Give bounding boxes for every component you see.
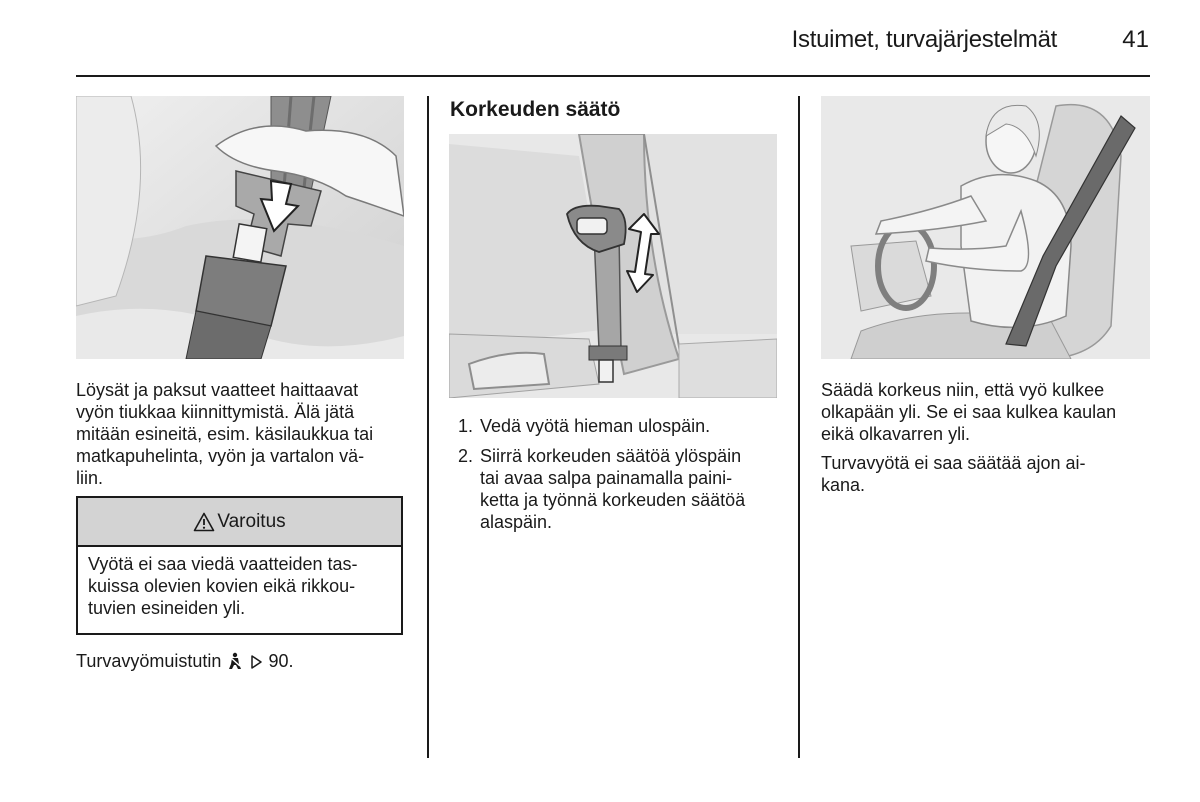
column-divider-left — [427, 96, 429, 758]
warning-box — [76, 496, 403, 635]
right-paragraph-line: kana. — [821, 475, 866, 495]
cross-reference-page: 90. — [268, 651, 294, 671]
step-text — [480, 415, 788, 437]
step-item — [458, 445, 788, 533]
driver-wearing-seat-belt-illustration — [821, 96, 1150, 359]
column-divider-right — [798, 96, 800, 758]
cross-reference-text: Turvavyömuistutin — [76, 651, 222, 671]
right-paragraph-2 — [821, 452, 1151, 496]
warning-header — [78, 498, 401, 547]
step-line: alaspäin. — [480, 512, 553, 532]
page-header-title: Istuimet, turvajärjestelmät — [791, 26, 1057, 53]
page-number: 41 — [1122, 26, 1149, 53]
seat-belt-buckle-illustration — [76, 96, 404, 359]
step-line: tai avaa salpa painamalla paini- — [480, 468, 733, 488]
left-paragraph — [76, 379, 406, 489]
steps-list — [458, 415, 788, 541]
section-heading: Korkeuden säätö — [450, 98, 621, 121]
warning-line: Vyötä ei saa viedä vaatteiden tas- — [88, 554, 358, 574]
warning-line: tuvien esineiden yli. — [88, 598, 246, 618]
cross-reference[interactable] — [76, 650, 406, 672]
right-paragraph-line: olkapään yli. Se ei saa kulkea kaulan — [821, 402, 1117, 422]
left-paragraph-line: liin. — [76, 468, 104, 488]
left-paragraph-line: matkapuhelinta, vyön ja vartalon vä- — [76, 446, 365, 466]
left-paragraph-line: Löysät ja paksut vaatteet haittaavat — [76, 380, 359, 400]
header-rule — [76, 75, 1150, 77]
page-reference-arrow-icon — [249, 654, 263, 670]
step-line: ketta ja työnnä korkeuden säätöä — [480, 490, 746, 510]
warning-title: Varoitus — [217, 510, 286, 532]
seat-belt-reminder-icon — [226, 652, 244, 670]
left-paragraph-line: mitään esineitä, esim. käsilaukkua tai — [76, 424, 374, 444]
step-item — [458, 415, 788, 437]
warning-triangle-icon — [193, 512, 215, 532]
step-text — [480, 445, 788, 533]
warning-line: kuissa olevien kovien eikä rikkou- — [88, 576, 356, 596]
right-paragraph-line: eikä olkavarren yli. — [821, 424, 971, 444]
step-line: Vedä vyötä hieman ulospäin. — [480, 416, 711, 436]
step-line: Siirrä korkeuden säätöä ylöspäin — [480, 446, 742, 466]
right-paragraph-line: Turvavyötä ei saa säätää ajon ai- — [821, 453, 1086, 473]
belt-height-adjuster-illustration — [449, 134, 777, 398]
step-number: 2. — [458, 446, 474, 466]
right-paragraph-1 — [821, 379, 1151, 445]
right-paragraph-line: Säädä korkeus niin, että vyö kulkee — [821, 380, 1105, 400]
left-paragraph-line: vyön tiukkaa kiinnittymistä. Älä jätä — [76, 402, 355, 422]
step-number: 1. — [458, 416, 474, 436]
warning-body — [78, 547, 401, 619]
